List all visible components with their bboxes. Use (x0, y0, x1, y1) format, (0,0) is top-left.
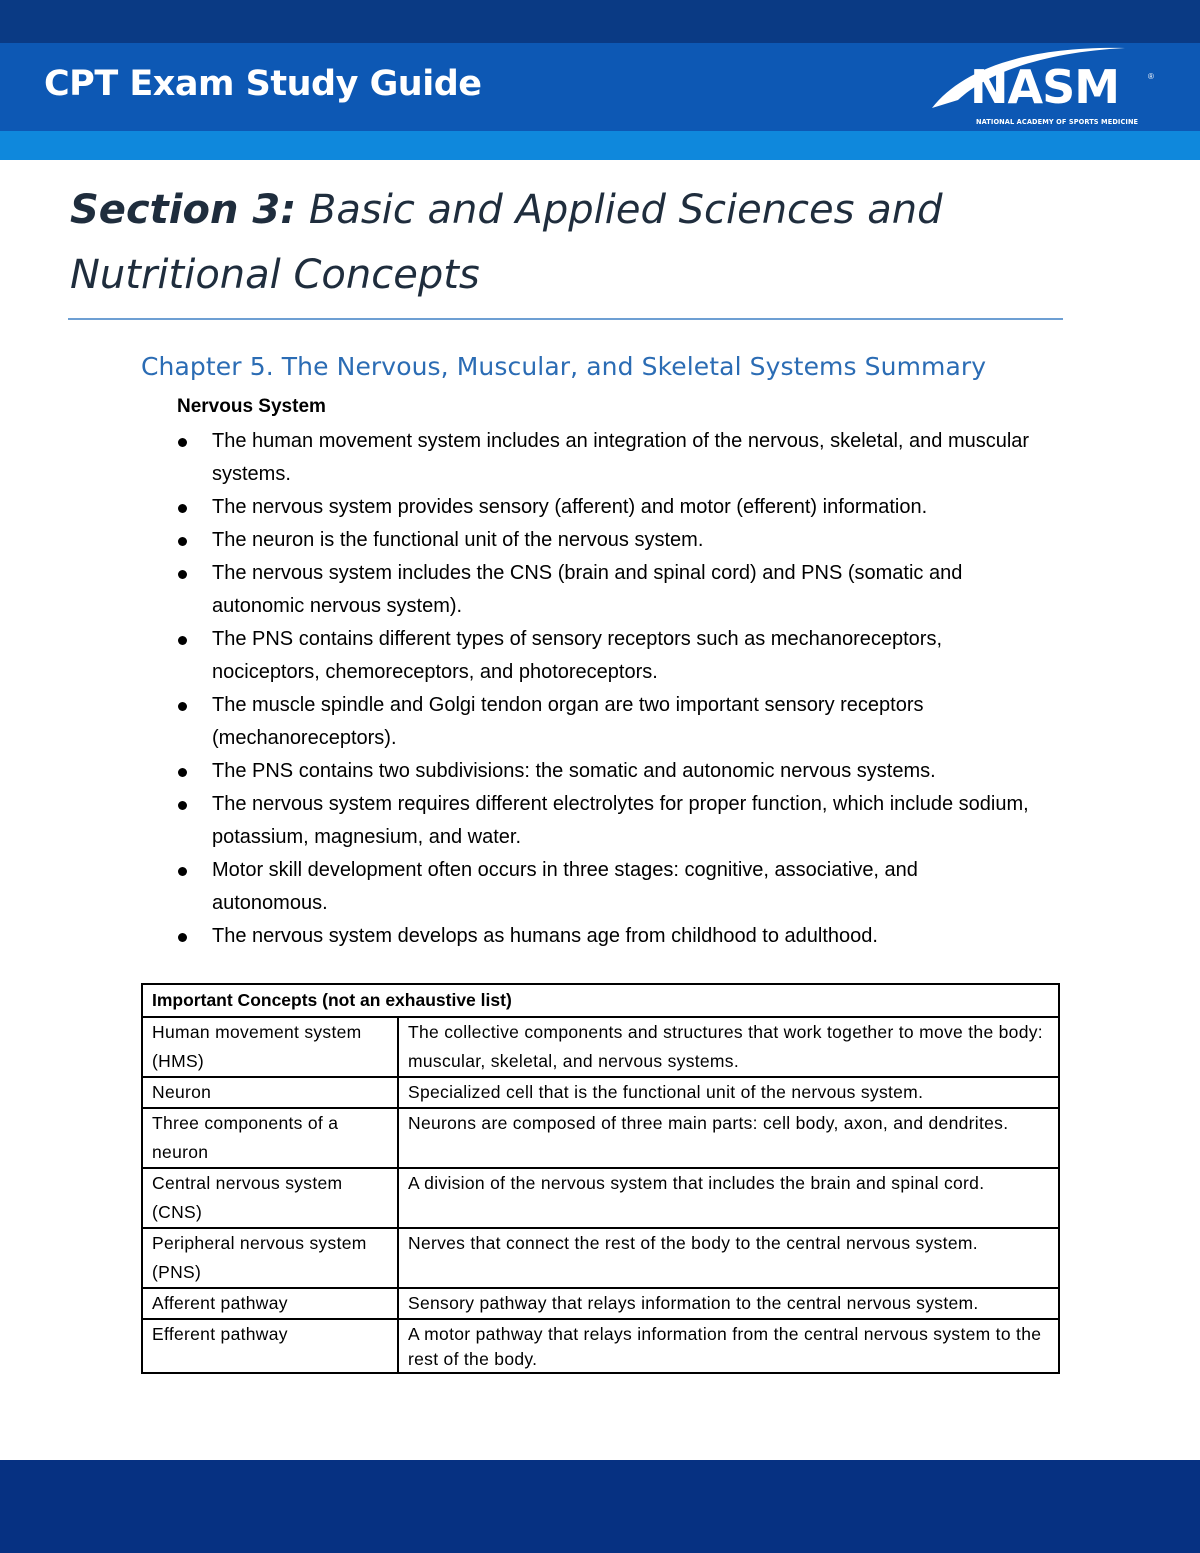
subheading-nervous-system: Nervous System (177, 396, 326, 417)
footer-band (0, 1460, 1200, 1553)
bullet-dot-icon (178, 504, 187, 513)
logo-wordmark: NASM (970, 60, 1120, 114)
bullet-item (176, 788, 1036, 854)
bullet-text: The muscle spindle and Golgi tendon organ are two important sensory receptors (mechanoreceptors). (212, 694, 924, 749)
bullet-dot-icon (178, 570, 187, 579)
definition-cell: Sensory pathway that relays information to the central nervous system. (398, 1288, 1059, 1319)
bullet-text: The PNS contains two subdivisions: the somatic and autonomic nervous systems. (212, 760, 936, 782)
bullet-text: The nervous system includes the CNS (brain and spinal cord) and PNS (somatic and autonomic nervous system). (212, 562, 963, 617)
bullet-item (176, 524, 1036, 557)
bullet-text: The human movement system includes an integration of the nervous, skeletal, and muscular systems. (212, 430, 1030, 485)
bullet-dot-icon (178, 768, 187, 777)
table-header-row (142, 984, 1059, 1017)
table-row (142, 1108, 1059, 1168)
bullet-item (176, 425, 1036, 491)
definition-cell: Nerves that connect the rest of the body to the central nervous system. (398, 1228, 1059, 1288)
logo-tagline: NATIONAL ACADEMY OF SPORTS MEDICINE (976, 118, 1139, 126)
header-top-band (0, 0, 1200, 43)
term-cell: Peripheral nervous system (PNS) (142, 1228, 398, 1288)
definition-cell: The collective components and structures that work together to move the body: muscular, skeletal, and nervous systems. (398, 1017, 1059, 1077)
table-header: Important Concepts (not an exhaustive list) (142, 984, 1059, 1017)
bullet-item (176, 755, 1036, 788)
definition-cell: Neurons are composed of three main parts: cell body, axon, and dendrites. (398, 1108, 1059, 1168)
bullet-text: Motor skill development often occurs in three stages: cognitive, associative, and autonomous. (212, 859, 918, 914)
definition-cell: A division of the nervous system that includes the brain and spinal cord. (398, 1168, 1059, 1228)
bullet-item (176, 623, 1036, 689)
bullet-item (176, 854, 1036, 920)
bullet-dot-icon (178, 933, 187, 942)
term-cell: Neuron (142, 1077, 398, 1108)
important-concepts-table (141, 983, 1060, 1374)
term-cell: Central nervous system (CNS) (142, 1168, 398, 1228)
section-title (70, 178, 970, 308)
chapter-title: Chapter 5. The Nervous, Muscular, and Skeletal Systems Summary (141, 352, 987, 381)
section-divider (68, 318, 1063, 320)
bullet-text: The PNS contains different types of sensory receptors such as mechanoreceptors, nociceptors, chemoreceptors, and photoreceptors. (212, 628, 942, 683)
section-title-text: Basic and Applied Sciences and Nutritional Concepts (70, 187, 943, 298)
table-row (142, 1077, 1059, 1108)
table-row (142, 1319, 1059, 1373)
definition-cell: A motor pathway that relays information from the central nervous system to the rest of the body. (398, 1319, 1059, 1373)
bullet-dot-icon (178, 702, 187, 711)
term-cell: Efferent pathway (142, 1319, 398, 1373)
header-accent-strip (0, 131, 1200, 160)
bullet-dot-icon (178, 636, 187, 645)
nasm-logo (930, 42, 1155, 132)
logo-trademark: ® (1148, 72, 1154, 81)
bullet-text: The neuron is the functional unit of the nervous system. (212, 529, 704, 551)
bullet-dot-icon (178, 867, 187, 876)
bullet-item (176, 557, 1036, 623)
bullet-dot-icon (178, 438, 187, 447)
term-cell: Afferent pathway (142, 1288, 398, 1319)
table-row (142, 1017, 1059, 1077)
bullet-item (176, 491, 1036, 524)
table-row (142, 1168, 1059, 1228)
bullet-text: The nervous system develops as humans age from childhood to adulthood. (212, 925, 878, 947)
term-cell: Human movement system (HMS) (142, 1017, 398, 1077)
bullet-item (176, 920, 1036, 953)
section-number: Section 3: (70, 187, 297, 233)
definition-cell: Specialized cell that is the functional unit of the nervous system. (398, 1077, 1059, 1108)
term-cell: Three components of a neuron (142, 1108, 398, 1168)
guide-title: CPT Exam Study Guide (44, 64, 482, 104)
summary-bullet-list (176, 425, 1036, 953)
bullet-dot-icon (178, 801, 187, 810)
table-row (142, 1288, 1059, 1319)
table-row (142, 1228, 1059, 1288)
bullet-item (176, 689, 1036, 755)
bullet-text: The nervous system provides sensory (afferent) and motor (efferent) information. (212, 496, 928, 518)
bullet-dot-icon (178, 537, 187, 546)
bullet-text: The nervous system requires different electrolytes for proper function, which include sodium, potassium, magnesium, and water. (212, 793, 1029, 848)
